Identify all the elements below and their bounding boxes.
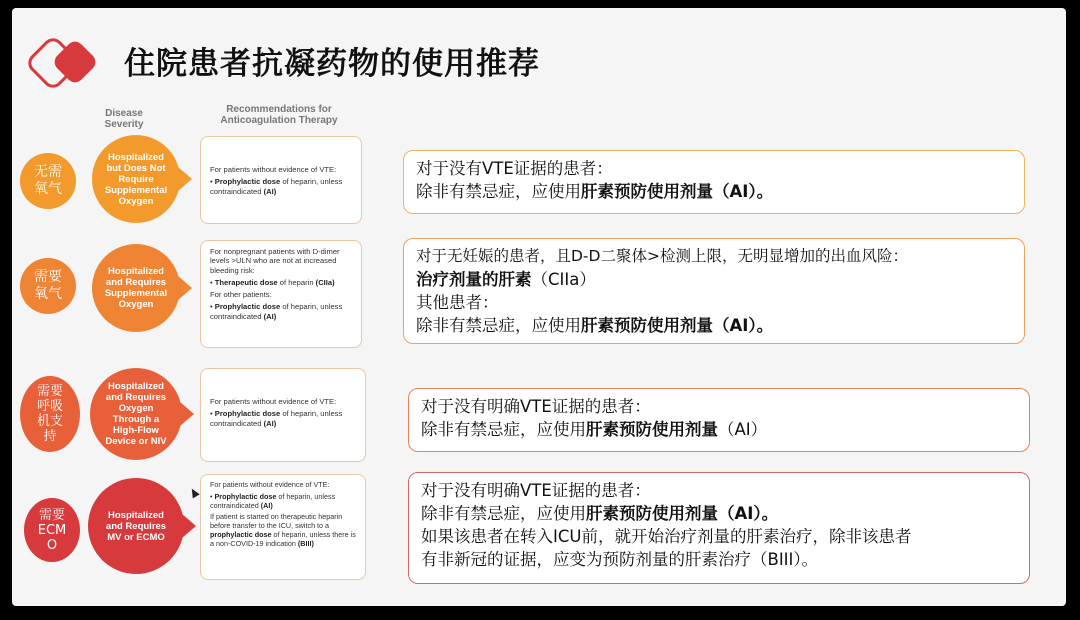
row4-recommendation-box — [200, 474, 366, 580]
row1-severity-label: Hospitalized but Does Not Require Supplemental Oxygen — [104, 151, 168, 207]
row3-severity-label: Hospitalized and Requires Oxygen Through a High-Flow Device or NIV — [105, 381, 167, 447]
page-title: 住院患者抗凝药物的使用推荐 — [124, 46, 540, 82]
slide — [12, 8, 1066, 606]
row4-rec-intro: For patients without evidence of VTE: — [210, 480, 330, 489]
row1-rec-intro: For patients without evidence of VTE: — [210, 165, 337, 174]
row1-cn-line2: 除非有禁忌症，应使用肝素预防使用剂量（AI）。 — [416, 182, 774, 201]
row3-rec-item: • Prophylactic dose of heparin, unless contraindicated (AI) — [210, 409, 343, 428]
row2-arrow — [178, 276, 192, 300]
row2-recommendation-box — [200, 240, 362, 348]
row2-severity-label: Hospitalized and Requires Supplemental Oxygen — [104, 266, 168, 310]
row3-arrow — [180, 402, 194, 426]
row1-arrow — [178, 167, 192, 191]
row4-severity-circle — [88, 478, 184, 574]
row2-chinese-box — [403, 238, 1025, 344]
row2-rec-intro: For nonpregnant patients with D-dimer levels >ULN who are not at increased bleeding risk: — [210, 247, 340, 275]
row3-cn-line1: 对于没有明确VTE证据的患者： — [421, 397, 651, 416]
row2-cn-line2: 治疗剂量的肝素（CIIa） — [416, 270, 596, 289]
row4-rec-extra: If patient is started on therapeutic heparin before transfer to the ICU, switch to a prophylactic dose of heparin, unless there is a non-COVID-19 indication (BIII) — [210, 512, 356, 548]
row1-chinese-box — [403, 150, 1025, 214]
row3-small-circle — [20, 376, 80, 452]
row2-cn-line3: 其他患者： — [416, 293, 499, 312]
recommendations-header: Recommendations for Anticoagulation Therapy — [220, 104, 338, 126]
row4-small-circle — [24, 498, 80, 562]
severity-header: Disease Severity — [104, 108, 144, 130]
row2-small-circle — [20, 258, 76, 314]
row2-rec-other: For other patients: — [210, 290, 272, 300]
row1-recommendation-box — [200, 136, 362, 224]
logo-icon — [20, 32, 110, 98]
row1-rec-item: • Prophylactic dose of heparin, unless contraindicated (AI) — [210, 177, 343, 196]
row1-small-label: 无需 氧气 — [34, 164, 62, 197]
row4-arrow — [182, 514, 196, 538]
row3-cn-line2: 除非有禁忌症，应使用肝素预防使用剂量（AI） — [421, 420, 768, 439]
row2-small-label: 需要 氧气 — [34, 269, 62, 302]
row2-cn-line4: 除非有禁忌症，应使用肝素预防使用剂量（AI）。 — [416, 316, 774, 335]
row1-cn-line1: 对于没有VTE证据的患者： — [416, 159, 613, 178]
row4-chinese-box — [408, 472, 1030, 584]
mouse-cursor-icon — [188, 487, 199, 499]
row4-cn-line3: 如果该患者在转入ICU前，就开始治疗剂量的肝素治疗，除非该患者 — [421, 527, 912, 546]
row2-cn-line1: 对于无妊娠的患者，且D-D二聚体>检测上限，无明显增加的出血风险： — [416, 247, 908, 265]
row3-severity-circle — [90, 368, 182, 460]
row4-cn-line4: 有非新冠的证据，应变为预防剂量的肝素治疗（BIII）。 — [421, 550, 819, 569]
row2-severity-circle — [92, 244, 180, 332]
row4-cn-line1: 对于没有明确VTE证据的患者： — [421, 481, 651, 500]
row4-small-label: 需要 ECM O — [37, 507, 67, 553]
row3-recommendation-box — [200, 368, 366, 462]
row4-rec-item: • Prophylactic dose of heparin, unless contraindicated (AI) — [210, 491, 336, 510]
row3-small-label: 需要 呼吸 机支 持 — [36, 384, 63, 444]
row2-rec-item1: • Therapeutic dose of heparin (CIIa) — [210, 277, 335, 287]
row3-rec-intro: For patients without evidence of VTE: — [210, 397, 337, 406]
row1-severity-circle — [92, 135, 180, 223]
row2-rec-item2: • Prophylactic dose of heparin, unless contraindicated (AI) — [210, 302, 343, 321]
row4-cn-line2: 除非有禁忌症，应使用肝素预防使用剂量（AI）。 — [421, 504, 779, 523]
row1-small-circle — [20, 153, 76, 209]
row4-severity-label: Hospitalized and Requires MV or ECMO — [105, 509, 167, 543]
row3-chinese-box — [408, 388, 1030, 452]
